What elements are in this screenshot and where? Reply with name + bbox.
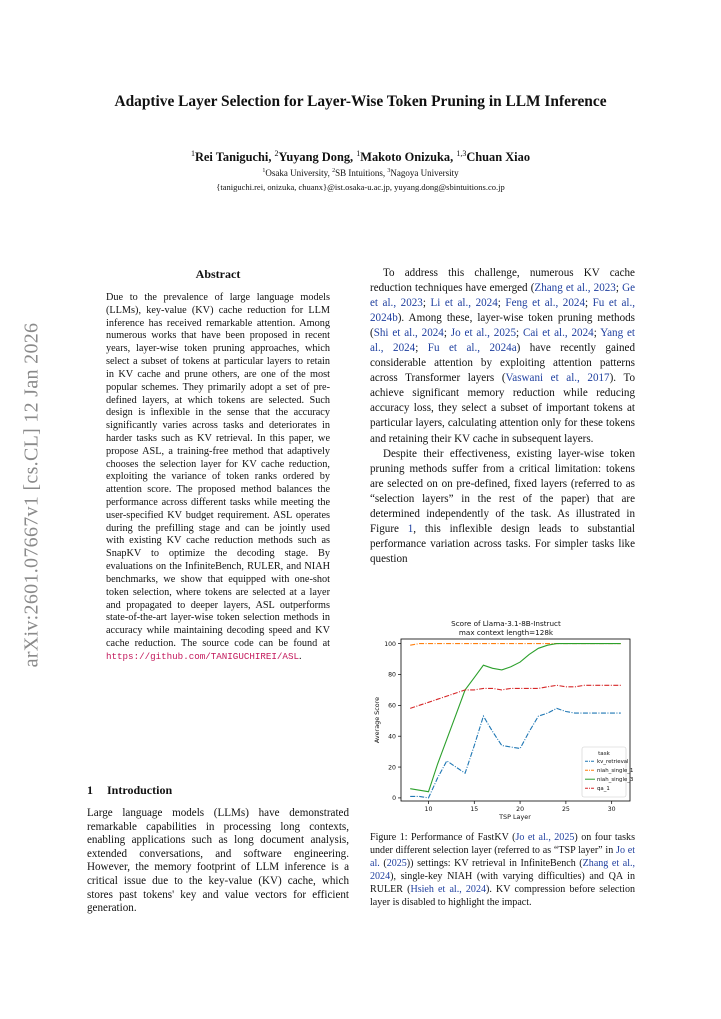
right-column-text [370, 266, 635, 567]
section-heading-introduction [87, 783, 172, 798]
author-affiliation-marker: 2 [274, 149, 279, 158]
figure-1 [368, 616, 636, 822]
y-tick-label: 40 [388, 733, 396, 741]
chart-title: Score of Llama-3.1-8B-Instruct [451, 619, 561, 628]
legend-label: kv_retrieval [597, 759, 629, 765]
body-paragraph [370, 447, 635, 567]
y-tick-label: 20 [388, 764, 396, 772]
paragraph-text: ; [615, 282, 623, 295]
citation-link[interactable]: Yang et al., 2024 [370, 327, 636, 355]
chart-subtitle: max context length=128k [458, 628, 554, 637]
caption-text: ). KV compression before selection layer is disabled to highlight the impact. [370, 884, 636, 909]
paragraph-text: ; [415, 342, 428, 355]
citation-link[interactable]: 2025 [386, 858, 407, 870]
legend-title: task [598, 751, 610, 757]
affiliation-name: Osaka University, [265, 168, 330, 178]
citation-link[interactable]: Shi et al., 2024 [373, 327, 444, 340]
author-name-text: Makoto Onizuka, [360, 150, 454, 165]
x-tick-label: 15 [470, 806, 479, 813]
source-code-link[interactable]: https://github.com/TANIGUCHIREI/ASL [106, 650, 299, 662]
author-name [456, 150, 530, 164]
author-name [275, 150, 354, 164]
paragraph-text: Despite their effectiveness, existing layer-wise token pruning methods suffer from a critical limitation: tokens are selected on on pre-defined, fixed layers (referred to as “selection layers” in the rest of the paper) that are determined independently of the task. As illustrated in Figure [370, 447, 635, 535]
paragraph-text: ). To achieve significant memory reduction while reducing accuracy loss, they select a subset of important tokens at particular layers, calculating attention only for these tokens and retaining their KV cache in subsequent layers. [370, 372, 636, 445]
author-affiliation-marker: 1 [190, 149, 195, 158]
figure-1-line-chart [368, 616, 636, 822]
affiliation-marker: 2 [332, 168, 336, 174]
y-tick-label: 100 [384, 640, 396, 648]
affiliation-marker: 1 [262, 168, 266, 174]
introduction-paragraph: Large language models (LLMs) have demonstrated remarkable capabilities in processing long contexts, enabling applications such as long document analysis, extended conversations, and software engineering. However, the memory footprint of LLM inference is a critical issue due to the key-value (KV) cache, which stores past tokens' key and value vectors for efficient generation. [87, 807, 349, 915]
x-tick-label: 25 [561, 806, 570, 813]
body-paragraph [370, 266, 635, 447]
arxiv-stamp-text: arXiv:2601.07667v1 [cs.CL] 12 Jan 2026 [20, 322, 43, 668]
paper-title: Adaptive Layer Selection for Layer-Wise Token Pruning in LLM Inference [114, 93, 607, 110]
citation-link[interactable]: Li et al., 2024 [430, 297, 498, 310]
citation-link[interactable]: Ge et al., 2023 [370, 282, 635, 310]
paragraph-text: ) have recently gained considerable attention by exploiting attention patterns across Transformer layers ( [370, 342, 635, 385]
citation-link[interactable]: Vaswani et al., 2017 [505, 372, 610, 385]
citation-link[interactable]: Hsieh et al., 2024 [410, 884, 487, 896]
x-tick-label: 20 [516, 806, 525, 813]
abstract-body [106, 292, 330, 664]
legend-label: niah_single_3 [597, 777, 634, 783]
abstract-end: . [298, 650, 302, 662]
chart-legend [582, 747, 633, 797]
paragraph-text: ; [585, 297, 593, 310]
paragraph-text: ). Among these, layer-wise token pruning methods ( [370, 312, 635, 340]
citation-link[interactable]: 1 [407, 522, 414, 535]
author-affiliation-marker: 1 [356, 149, 361, 158]
author-name [191, 150, 271, 164]
figure-1-caption [370, 831, 635, 910]
paragraph-text: ; [516, 327, 523, 340]
caption-text: )) settings: KV retrieval in InfiniteBench ( [406, 858, 583, 870]
author-name-text: Chuan Xiao [466, 150, 531, 165]
arxiv-identifier-stamp [14, 300, 50, 690]
legend-label: qa_1 [597, 786, 610, 792]
x-tick-label: 30 [607, 806, 616, 813]
citation-link[interactable]: Fu et al., 2024b [370, 297, 636, 325]
x-tick-label: 10 [424, 806, 433, 813]
legend-label: niah_single_1 [597, 768, 634, 774]
citation-link[interactable]: Jo et al. [370, 845, 636, 870]
citation-link[interactable]: Zhang et al., 2023 [534, 282, 616, 295]
author-affiliation-marker: 1,3 [456, 149, 467, 158]
abstract-heading: Abstract [195, 267, 241, 281]
author-name [356, 150, 453, 164]
caption-text: ), single-key NIAH (with varying difficulties) and QA in RULER ( [370, 871, 635, 896]
y-tick-label: 80 [388, 671, 396, 679]
y-axis-label: Average Score [373, 696, 381, 744]
affiliation-name: SB Intuitions, [335, 168, 386, 178]
affiliation-name: Nagoya University [390, 168, 459, 178]
paragraph-text: ; [593, 327, 601, 340]
caption-text: ) on four tasks under different selection layer (referred to as “TSP layer” in [370, 832, 635, 857]
author-name-text: Yuyang Dong, [278, 150, 354, 165]
abstract-text: Due to the prevalence of large language models (LLMs), key-value (KV) cache reduction for LLM inference has received remarkable attention. Among numerous works that have been proposed in recent years, layer-wise token pruning approaches, which select a subset of tokens at particular layers to retain in KV cache and prune others, are one of the most popular schemes. They primarily adopt a set of pre-defined layers, at which tokens are selected. Such design is inflexible in the sense that the accuracy significantly varies across tasks and deteriorates in harder tasks such as KV retrieval. In this paper, we propose ASL, a training-free method that adaptively chooses the selection layer for KV cache reduction, exploiting the variance of token ranks ordered by attention score. The proposed method balances the performance across different tasks while meeting the user-specified KV budget requirement. ASL operates during the prefilling stage and can be jointly used with existing KV cache reduction methods such as SnapKV to optimize the decoding stage. By evaluations on the InfiniteBench, RULER, and NIAH benchmarks, we show that equipped with one-shot token selection, where tokens are selected at a layer and propagated to deeper layers, ASL outperforms state-of-the-art layer-wise token selection methods in accuracy while maintaining decoding speed and KV cache reduction. The source code can be found at [106, 292, 330, 649]
citation-link[interactable]: Feng et al., 2024 [505, 297, 585, 310]
section-title: Introduction [107, 783, 173, 797]
paragraph-text: ; [443, 327, 451, 340]
paragraph-text: , this inflexible design leads to substantial performance variation across tasks. For simpler tasks like question [370, 522, 635, 565]
citation-link[interactable]: Jo et al., 2025 [450, 327, 516, 340]
paragraph-text: ; [497, 297, 506, 310]
caption-text: Figure 1: Performance of FastKV ( [370, 832, 516, 843]
x-axis-label: TSP Layer [499, 813, 531, 821]
author-name-text: Rei Taniguchi, [194, 150, 272, 165]
citation-link[interactable]: Fu et al., 2024a [427, 342, 517, 355]
y-tick-label: 60 [388, 702, 396, 710]
citation-link[interactable]: Jo et al., 2025 [515, 832, 575, 843]
citation-link[interactable]: Cai et al., 2024 [522, 327, 594, 340]
section-number: 1 [87, 783, 93, 797]
author-list [0, 149, 721, 165]
citation-link[interactable]: Zhang et al., 2024 [370, 858, 636, 883]
paragraph-text: ; [422, 297, 431, 310]
affiliation-list [0, 168, 721, 178]
paragraph-text: To address this challenge, numerous KV cache reduction techniques have emerged ( [370, 267, 635, 295]
author-emails: {taniguchi.rei, onizuka, chuanx}@ist.osaka-u.ac.jp, yuyang.dong@sbintuitions.co.jp [216, 182, 505, 192]
y-tick-label: 0 [392, 795, 396, 803]
affiliation-marker: 3 [387, 168, 391, 174]
caption-text: ( [379, 858, 387, 870]
